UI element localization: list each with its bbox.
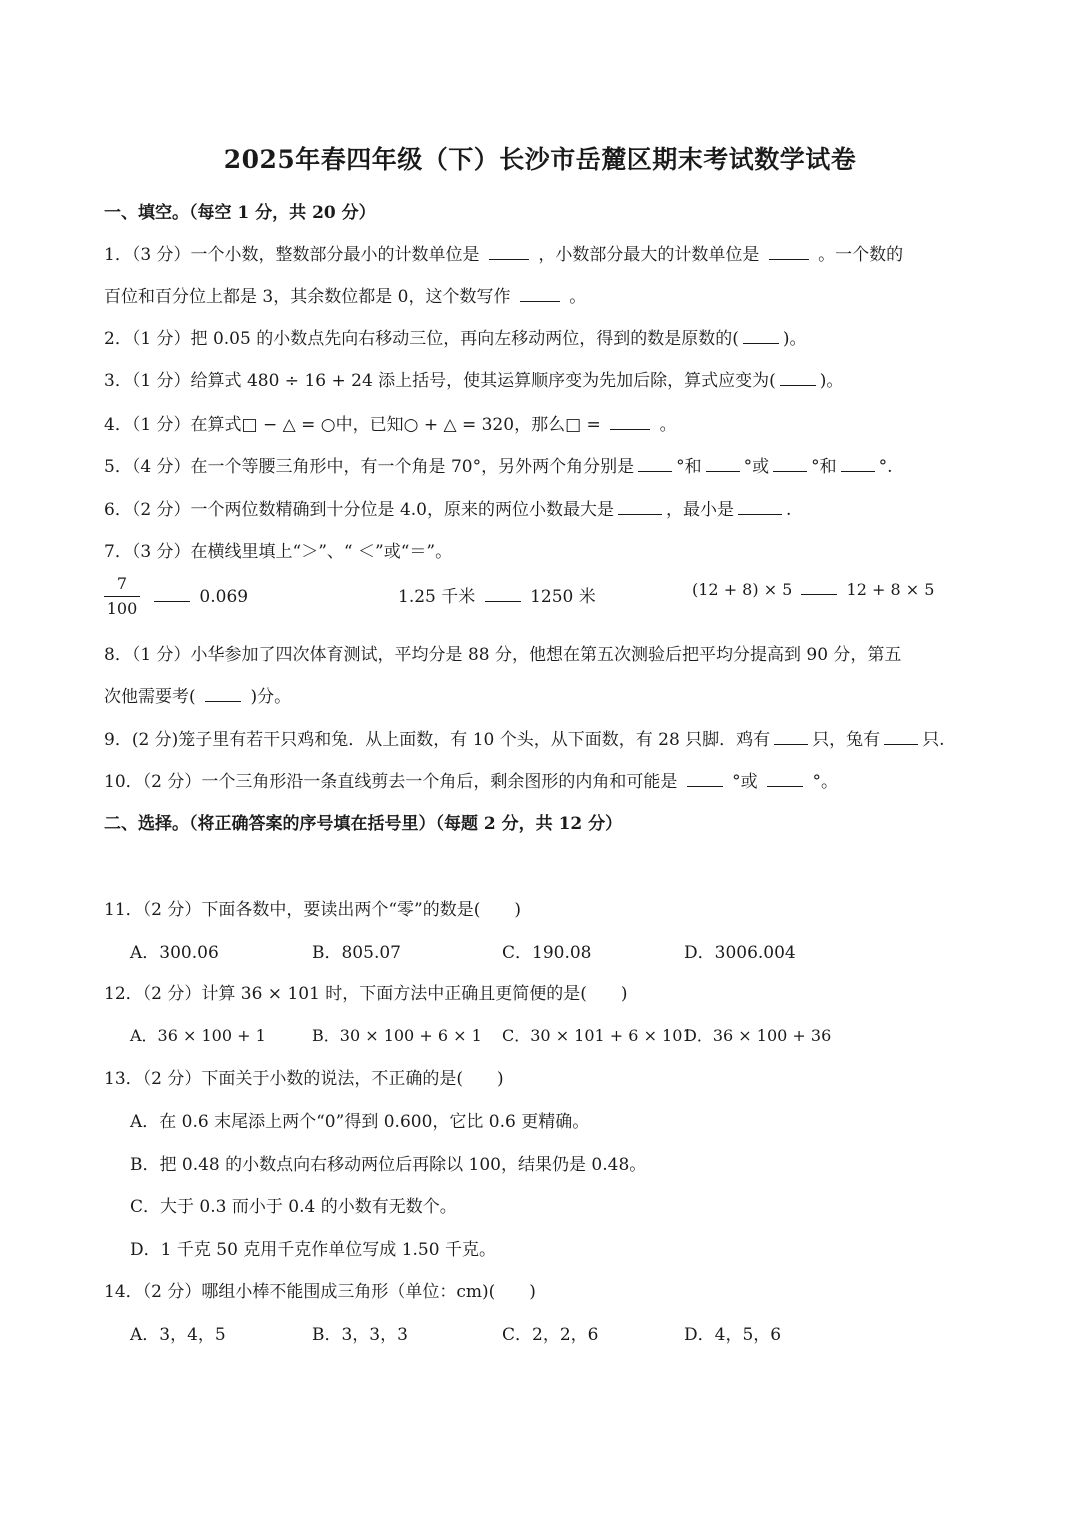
q13-option-d[interactable]: D．1 千克 50 克用千克作单位写成 1.50 千克。 bbox=[130, 1240, 496, 1260]
question-1-line-2: 百位和百分位上都是 3，其余数位都是 0，这个数写作 。 bbox=[104, 287, 587, 307]
question-5: 5．（4 分）在一个等腰三角形中，有一个角是 70°，另外两个角分别是 °和 °或 °和 °. bbox=[104, 457, 893, 477]
question-9: 9．(2 分)笼子里有若干只鸡和兔．从上面数，有 10 个头，从下面数，有 28 只脚．鸡有 只，兔有 只. bbox=[104, 730, 945, 750]
q14-option-b[interactable]: B．3，3，3 bbox=[312, 1325, 408, 1345]
section-choice-heading: 二、选择。（将正确答案的序号填在括号里）（每题 2 分，共 12 分） bbox=[104, 814, 623, 834]
answer-blank[interactable] bbox=[154, 587, 190, 602]
answer-blank[interactable] bbox=[485, 587, 521, 602]
exam-title: 2025年春四年级（下）长沙市岳麓区期末考试数学试卷 bbox=[223, 145, 857, 174]
answer-blank[interactable] bbox=[638, 457, 672, 472]
answer-blank[interactable] bbox=[884, 730, 918, 745]
q14-option-a[interactable]: A．3，4，5 bbox=[130, 1325, 226, 1345]
q11-option-b[interactable]: B．805.07 bbox=[312, 943, 401, 963]
answer-blank[interactable] bbox=[769, 245, 809, 260]
answer-blank[interactable] bbox=[706, 457, 740, 472]
q11-option-a[interactable]: A．300.06 bbox=[130, 943, 219, 963]
question-14: 14．（2 分）哪组小棒不能围成三角形（单位：cm)( ) bbox=[104, 1282, 536, 1302]
q11-option-d[interactable]: D．3006.004 bbox=[684, 943, 796, 963]
answer-blank[interactable] bbox=[780, 371, 816, 386]
answer-blank[interactable] bbox=[489, 245, 529, 260]
answer-blank[interactable] bbox=[801, 580, 837, 595]
fraction-bar bbox=[104, 596, 140, 597]
answer-blank[interactable] bbox=[205, 687, 241, 702]
question-10: 10．（2 分）一个三角形沿一条直线剪去一个角后，剩余图形的内角和可能是 °或 °。 bbox=[104, 772, 838, 792]
q14-option-c[interactable]: C．2，2，6 bbox=[502, 1325, 599, 1345]
q13-option-c[interactable]: C．大于 0.3 而小于 0.4 的小数有无数个。 bbox=[130, 1197, 457, 1217]
answer-blank[interactable] bbox=[738, 500, 782, 515]
compare-item-1: 0.069 bbox=[150, 587, 248, 607]
q11-option-c[interactable]: C．190.08 bbox=[502, 943, 592, 963]
q12-option-c[interactable]: C．30 × 101 + 6 × 101 bbox=[502, 1026, 693, 1045]
question-7: 7．（3 分）在横线里填上“＞”、“ ＜”或“＝”。 bbox=[104, 542, 453, 562]
question-6: 6．（2 分）一个两位数精确到十分位是 4.0，原来的两位小数最大是 ，最小是 . bbox=[104, 500, 792, 520]
question-4: 4．（1 分）在算式□ − △ = ○中，已知○ + △ = 320，那么□ = 。 bbox=[104, 415, 677, 435]
section-fill-in-heading: 一、填空。（每空 1 分，共 20 分） bbox=[104, 203, 376, 223]
answer-blank[interactable] bbox=[610, 415, 650, 430]
q13-option-a[interactable]: A．在 0.6 末尾添上两个“0”得到 0.600，它比 0.6 更精确。 bbox=[130, 1112, 590, 1132]
answer-blank[interactable] bbox=[767, 772, 803, 787]
q13-option-b[interactable]: B．把 0.48 的小数点向右移动两位后再除以 100，结果仍是 0.48。 bbox=[130, 1155, 647, 1175]
question-2: 2．（1 分）把 0.05 的小数点先向右移动三位，再向左移动两位，得到的数是原数的( )。 bbox=[104, 329, 807, 349]
answer-blank[interactable] bbox=[743, 329, 779, 344]
answer-blank[interactable] bbox=[618, 500, 662, 515]
question-1-line-1: 1．（3 分）一个小数，整数部分最小的计数单位是 ，小数部分最大的计数单位是 。一个数的 bbox=[104, 245, 904, 265]
question-11: 11．（2 分）下面各数中，要读出两个“零”的数是( ) bbox=[104, 900, 521, 920]
q12-option-a[interactable]: A．36 × 100 + 1 bbox=[130, 1026, 266, 1045]
question-8-line-2: 次他需要考( )分。 bbox=[104, 687, 292, 707]
question-3: 3．（1 分）给算式 480 ÷ 16 + 24 添上括号，使其运算顺序变为先加后除，算式应变为( )。 bbox=[104, 371, 844, 391]
compare-item-3: (12 + 8) × 5 12 + 8 × 5 bbox=[692, 580, 935, 599]
answer-blank[interactable] bbox=[520, 287, 560, 302]
question-8-line-1: 8．（1 分）小华参加了四次体育测试，平均分是 88 分，他想在第五次测验后把平均分提高到 90 分，第五 bbox=[104, 645, 902, 665]
q12-option-b[interactable]: B．30 × 100 + 6 × 1 bbox=[312, 1026, 482, 1045]
compare-item-2: 1.25 千米 1250 米 bbox=[398, 587, 596, 607]
answer-blank[interactable] bbox=[773, 457, 807, 472]
answer-blank[interactable] bbox=[774, 730, 808, 745]
q14-option-d[interactable]: D．4，5，6 bbox=[684, 1325, 782, 1345]
answer-blank[interactable] bbox=[687, 772, 723, 787]
q12-option-d[interactable]: D．36 × 100 + 36 bbox=[684, 1026, 832, 1045]
question-12: 12．（2 分）计算 36 × 101 时，下面方法中正确且更简便的是( ) bbox=[104, 984, 628, 1004]
answer-blank[interactable] bbox=[841, 457, 875, 472]
fraction-denominator: 100 bbox=[106, 599, 138, 618]
fraction-numerator: 7 bbox=[116, 574, 128, 593]
fraction-seven-hundredths bbox=[104, 574, 140, 619]
question-13: 13．（2 分）下面关于小数的说法，不正确的是( ) bbox=[104, 1069, 504, 1089]
